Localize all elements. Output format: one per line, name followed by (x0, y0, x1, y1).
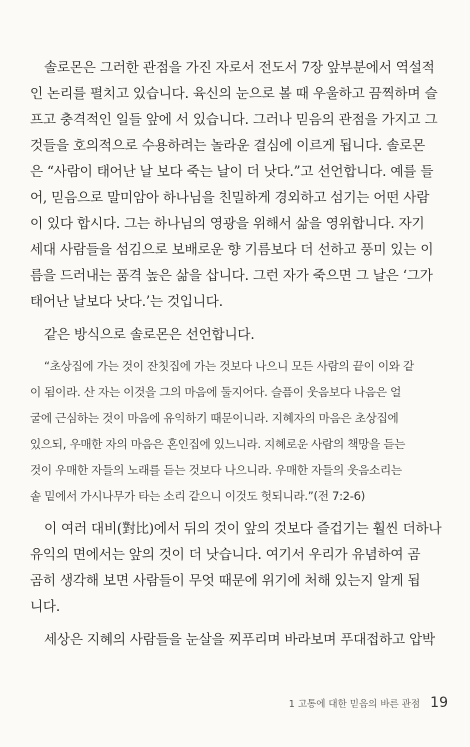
body-line: 은 “사람이 태어난 날 보다 죽는 날이 더 낫다.”고 선언합니다. 예를 들 (30, 164, 434, 180)
body-line: 니다. (30, 599, 60, 615)
quote-line: 있으되, 우매한 자의 마음은 혼인집에 있느니라. 지혜로운 사람의 책망을 듣는 (30, 437, 406, 451)
body-line: 태어난 날보다 낫다.’는 것입니다. (30, 294, 223, 310)
body-line: 름을 드러내는 품격 높은 삶을 삽니다. 그런 자가 죽으면 그 날은 ‘그가 (30, 268, 433, 284)
body-line: 것들을 호의적으로 수용하려는 놀라운 결심에 이르게 됩니다. 솔로몬 (30, 138, 426, 154)
page-footer (289, 692, 448, 711)
body-line: 솔로몬은 그러한 관점을 가진 자로서 전도서 7장 앞부분에서 역설적 (44, 60, 435, 76)
body-line: 세대 사람들을 섬김으로 보배로운 향 기름보다 더 선하고 풍미 있는 이 (30, 242, 434, 258)
body-line: 곰히 생각해 보면 사람들이 무엇 때문에 위기에 처해 있는지 알게 됩 (30, 573, 421, 589)
body-line: 어, 믿음으로 말미암아 하나님을 친밀하게 경외하고 섬기는 어떤 사람 (30, 190, 430, 206)
quote-line: 것이 우매한 자들의 노래를 듣는 것보다 나으니라. 우매한 자들의 웃음소리는 (30, 463, 402, 477)
body-line: 프고 충격적인 일들 앞에 서 있습니다. 그러나 믿음의 관점을 가지고 그 (30, 112, 438, 128)
body-line: 같은 방식으로 솔로몬은 선언합니다. (44, 327, 255, 343)
chapter-title: 1 고통에 대한 믿음의 바른 관점 (288, 699, 421, 710)
quote-line: 굴에 근심하는 것이 마음에 유익하기 때문이니라. 지혜자의 마음은 초상집에 (30, 411, 399, 425)
quote-line: 솥 밑에서 가시나무가 타는 소리 같으니 이것도 헛되니라.”(전 7:2-6) (30, 489, 365, 503)
quote-line: “초상집에 가는 것이 잔칫집에 가는 것보다 나으니 모든 사람의 끝이 이와 같 (44, 359, 414, 373)
body-line: 인 논리를 펼치고 있습니다. 육신의 눈으로 볼 때 우울하고 끔찍하며 슬 (30, 86, 438, 102)
body-line: 이 있다 합시다. 그는 하나님의 영광을 위해서 삶을 영위합니다. 자기 (30, 216, 425, 232)
body-line: 유익의 면에서는 앞의 것이 더 낫습니다. 여기서 우리가 유념하여 곰 (30, 547, 421, 563)
page-number: 19 (430, 695, 448, 711)
quote-line: 이 됨이라. 산 자는 이것을 그의 마음에 둘지어다. 슬픔이 웃음보다 나음은 얼 (30, 385, 401, 399)
body-line: 세상은 지혜의 사람들을 눈살을 찌푸리며 바라보며 푸대접하고 압박 (44, 632, 435, 648)
body-line: 이 여러 대비(對比)에서 뒤의 것이 앞의 것보다 즐겁기는 훨씬 더하나 (44, 521, 442, 537)
